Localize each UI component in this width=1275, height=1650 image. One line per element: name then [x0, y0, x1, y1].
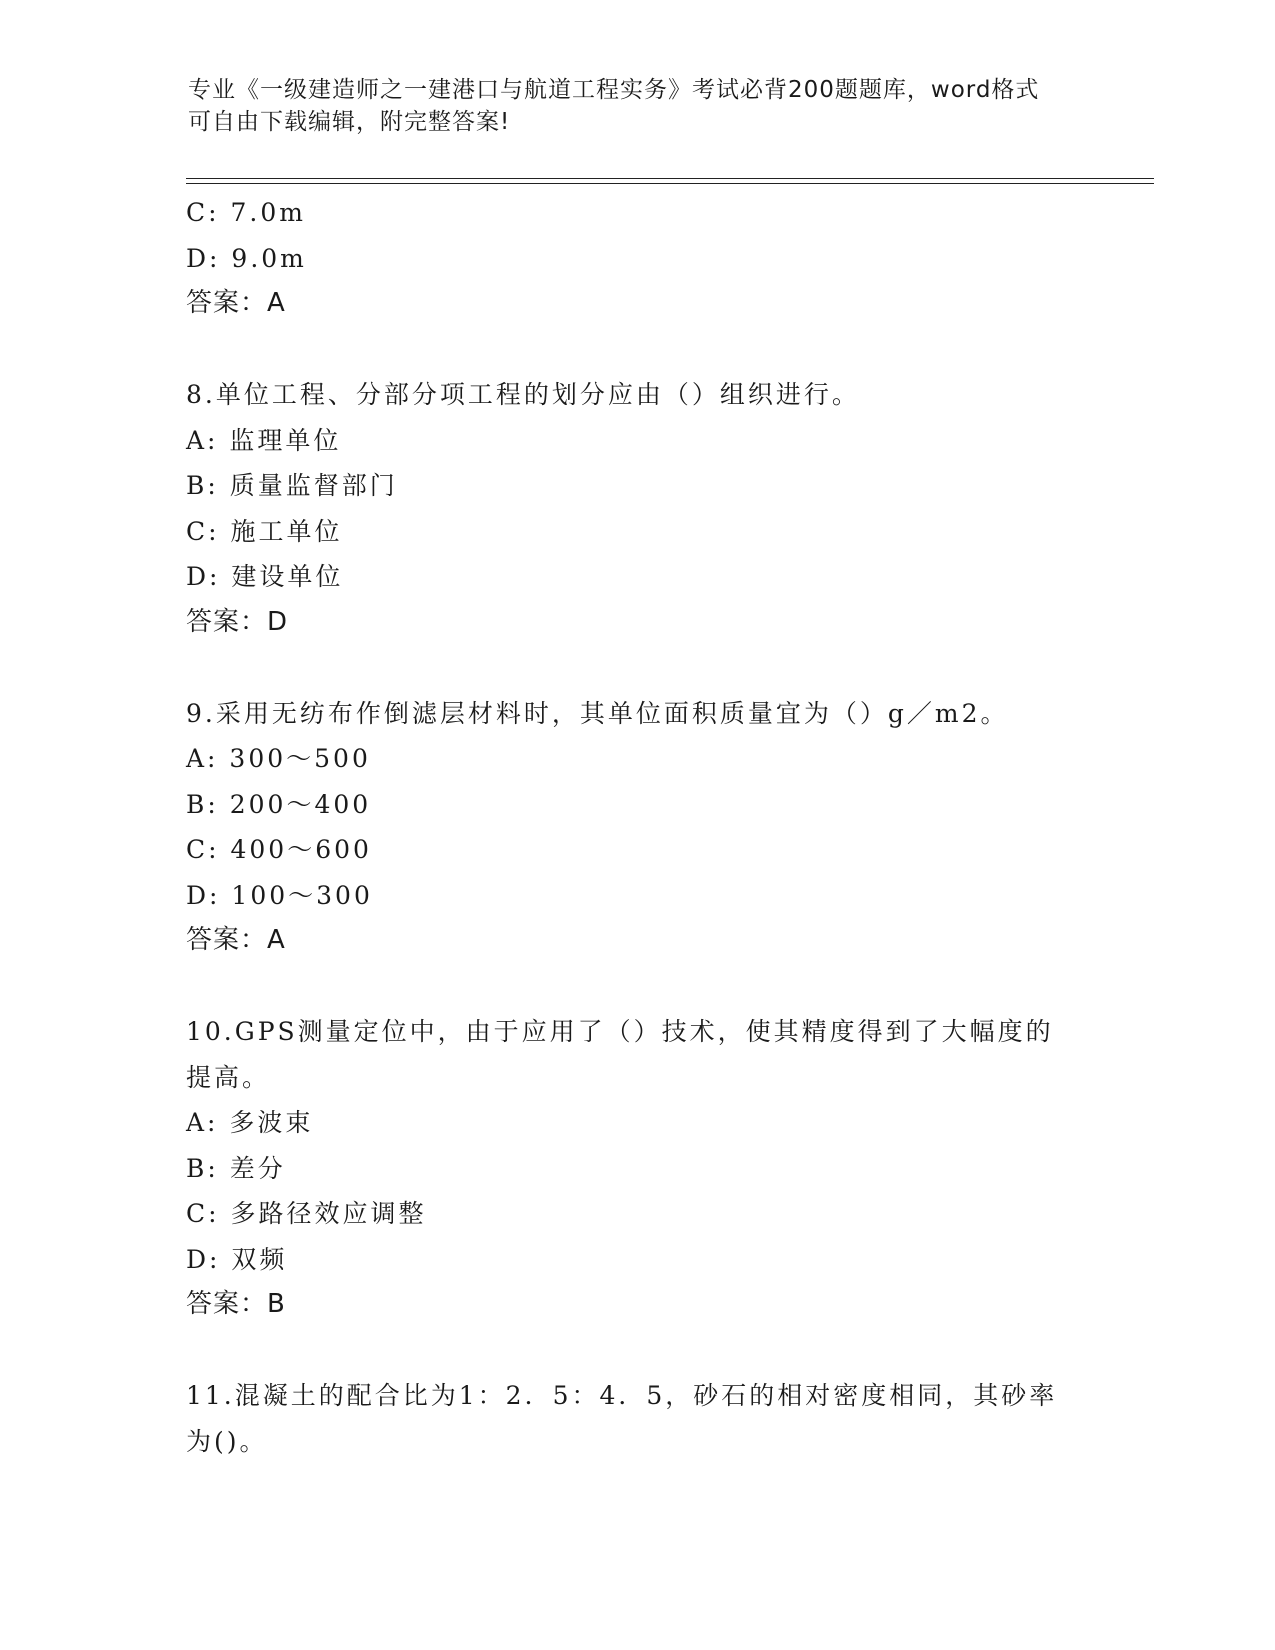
option-c: C: 7.0m [186, 198, 306, 227]
option-b: B: 质量监督部门 [186, 471, 398, 500]
option-c: C: 施工单位 [186, 516, 343, 546]
answer: 答案：D [186, 606, 289, 637]
option-c: C: 400～600 [186, 835, 372, 864]
question-stem: 8.单位工程、分部分项工程的划分应由（）组织进行。 [186, 380, 860, 409]
question-stem-line-1: 10.GPS测量定位中，由于应用了（）技术，使其精度得到了大幅度的 [186, 1017, 1054, 1046]
option-a: A: 多波束 [186, 1108, 314, 1137]
option-b: B: 200～400 [186, 789, 372, 819]
question-10 [186, 1009, 1066, 1328]
header-divider-top [186, 178, 1154, 179]
option-a: A: 300～500 [186, 744, 371, 773]
option-a: A: 监理单位 [186, 425, 342, 455]
spacer [186, 964, 1066, 1010]
option-d: D: 9.0m [186, 243, 307, 273]
spacer [186, 645, 1066, 691]
question-8 [186, 372, 1066, 645]
header-divider-bottom [186, 183, 1154, 184]
question-11 [186, 1373, 1066, 1464]
option-c: C: 多路径效应调整 [186, 1199, 427, 1228]
spacer [186, 1328, 1066, 1374]
question-stem: 9.采用无纺布作倒滤层材料时，其单位面积质量宜为（）g／m2。 [186, 698, 1009, 728]
option-d: D: 建设单位 [186, 562, 344, 591]
question-stem-line-2: 提高。 [186, 1062, 271, 1092]
answer: 答案：B [186, 1289, 286, 1319]
answer: 答案：A [186, 925, 286, 955]
question-9 [186, 691, 1066, 964]
document-header: 专业《一级建造师之一建港口与航道工程实务》考试必背200题题库，word格式 可自由下载编辑，附完整答案! [188, 77, 1040, 135]
option-b: B: 差分 [186, 1153, 286, 1183]
answer: 答案：A [186, 288, 286, 318]
question-stem-line-1: 11.混凝土的配合比为1：2．5：4．5，砂石的相对密度相同，其砂率 [186, 1381, 1058, 1410]
question-stem-line-2: 为()。 [186, 1426, 268, 1456]
question-7 [186, 190, 1066, 327]
spacer [186, 327, 1066, 373]
option-d: D: 100～300 [186, 880, 373, 910]
option-d: D: 双频 [186, 1244, 288, 1274]
question-list [186, 190, 1066, 1464]
